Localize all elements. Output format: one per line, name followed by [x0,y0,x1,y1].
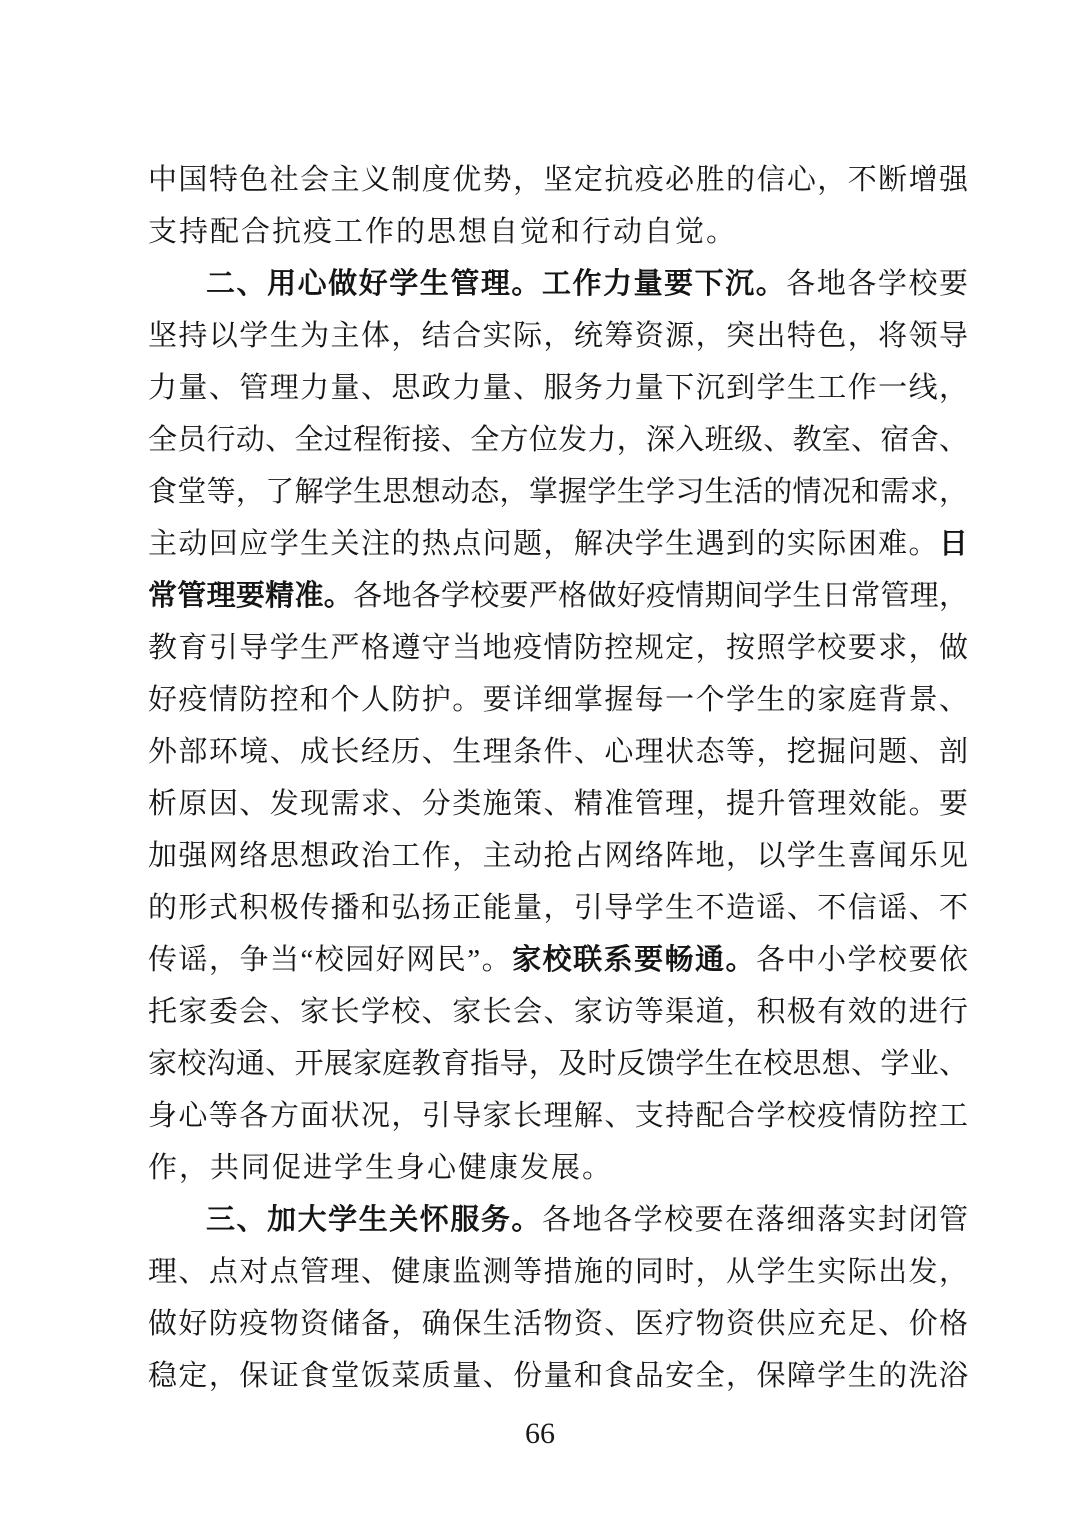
text-line [148,310,968,362]
text-run: 身心等各方面状况，引导家长理解、支持配合学校疫情防控工 [148,1100,968,1132]
text-run: 的形式积极传播和弘扬正能量，引导学生不造谣、不信谣、不 [148,892,968,924]
bold-text-run: 日 [938,528,968,560]
text-line [148,1142,968,1194]
text-run: 作，共同促进学生身心健康发展。 [148,1152,614,1184]
text-run: 中国特色社会主义制度优势，坚定抗疫必胜的信心，不断增强 [148,164,968,196]
text-line [148,622,968,674]
text-run: 稳定，保证食堂饭菜质量、份量和食品安全，保障学生的洗浴 [148,1360,968,1392]
text-run: 各地各学校要在落细落实封闭管 [541,1204,968,1236]
text-line [148,778,968,830]
text-line [148,1090,968,1142]
text-line [148,934,968,986]
document-body [148,154,968,1402]
text-run: 主动回应学生关注的热点问题，解决学生遇到的实际困难。 [148,528,939,560]
text-line [148,206,968,258]
text-line [148,362,968,414]
text-run: 全员行动、全过程衔接、全方位发力，深入班级、教室、宿舍、 [148,424,968,456]
text-line [148,1246,968,1298]
text-run: 外部环境、成长经历、生理条件、心理状态等，挖掘问题、剖 [148,736,968,768]
text-line [148,726,968,778]
text-line [148,882,968,934]
text-run: 析原因、发现需求、分类施策、精准管理，提升管理效能。要 [148,788,968,820]
bold-text-run: 二、用心做好学生管理。工作力量要下沉。 [206,268,787,300]
text-line [148,258,968,310]
text-run: 各地各学校要严格做好疫情期间学生日常管理， [353,580,968,612]
text-run: 传谣，争当“校园好网民”。 [148,944,513,976]
text-line [148,570,968,622]
bold-text-run: 家校联系要畅通。 [512,944,757,976]
text-line [148,466,968,518]
text-line [148,1298,968,1350]
text-run: 食堂等，了解学生思想动态，掌握学生学习生活的情况和需求， [148,476,968,508]
text-run: 支持配合抗疫工作的思想自觉和行动自觉。 [148,216,738,248]
text-line [148,1194,968,1246]
text-run: 家校沟通、开展家庭教育指导，及时反馈学生在校思想、学业、 [148,1048,968,1080]
text-line [148,986,968,1038]
bold-text-run: 三、加大学生关怀服务。 [206,1204,542,1236]
text-run: 力量、管理力量、思政力量、服务力量下沉到学生工作一线， [148,372,968,404]
text-run: 各地各学校要 [786,268,968,300]
page-number: 66 [525,1417,555,1450]
text-line [148,518,968,570]
text-line [148,1038,968,1090]
text-run: 托家委会、家长学校、家长会、家访等渠道，积极有效的进行 [148,996,968,1028]
text-line [148,674,968,726]
bold-text-run: 常管理要精准。 [148,580,354,612]
text-run: 好疫情防控和个人防护。要详细掌握每一个学生的家庭背景、 [148,684,968,716]
text-line [148,830,968,882]
text-run: 教育引导学生严格遵守当地疫情防控规定，按照学校要求，做 [148,632,968,664]
text-line [148,1350,968,1402]
text-line [148,414,968,466]
text-run: 做好防疫物资储备，确保生活物资、医疗物资供应充足、价格 [148,1308,968,1340]
text-run: 坚持以学生为主体，结合实际，统筹资源，突出特色，将领导 [148,320,968,352]
text-run: 加强网络思想政治工作，主动抢占网络阵地，以学生喜闻乐见 [148,840,968,872]
text-line [148,154,968,206]
text-run: 理、点对点管理、健康监测等措施的同时，从学生实际出发， [148,1256,968,1288]
text-run: 各中小学校要依 [756,944,968,976]
